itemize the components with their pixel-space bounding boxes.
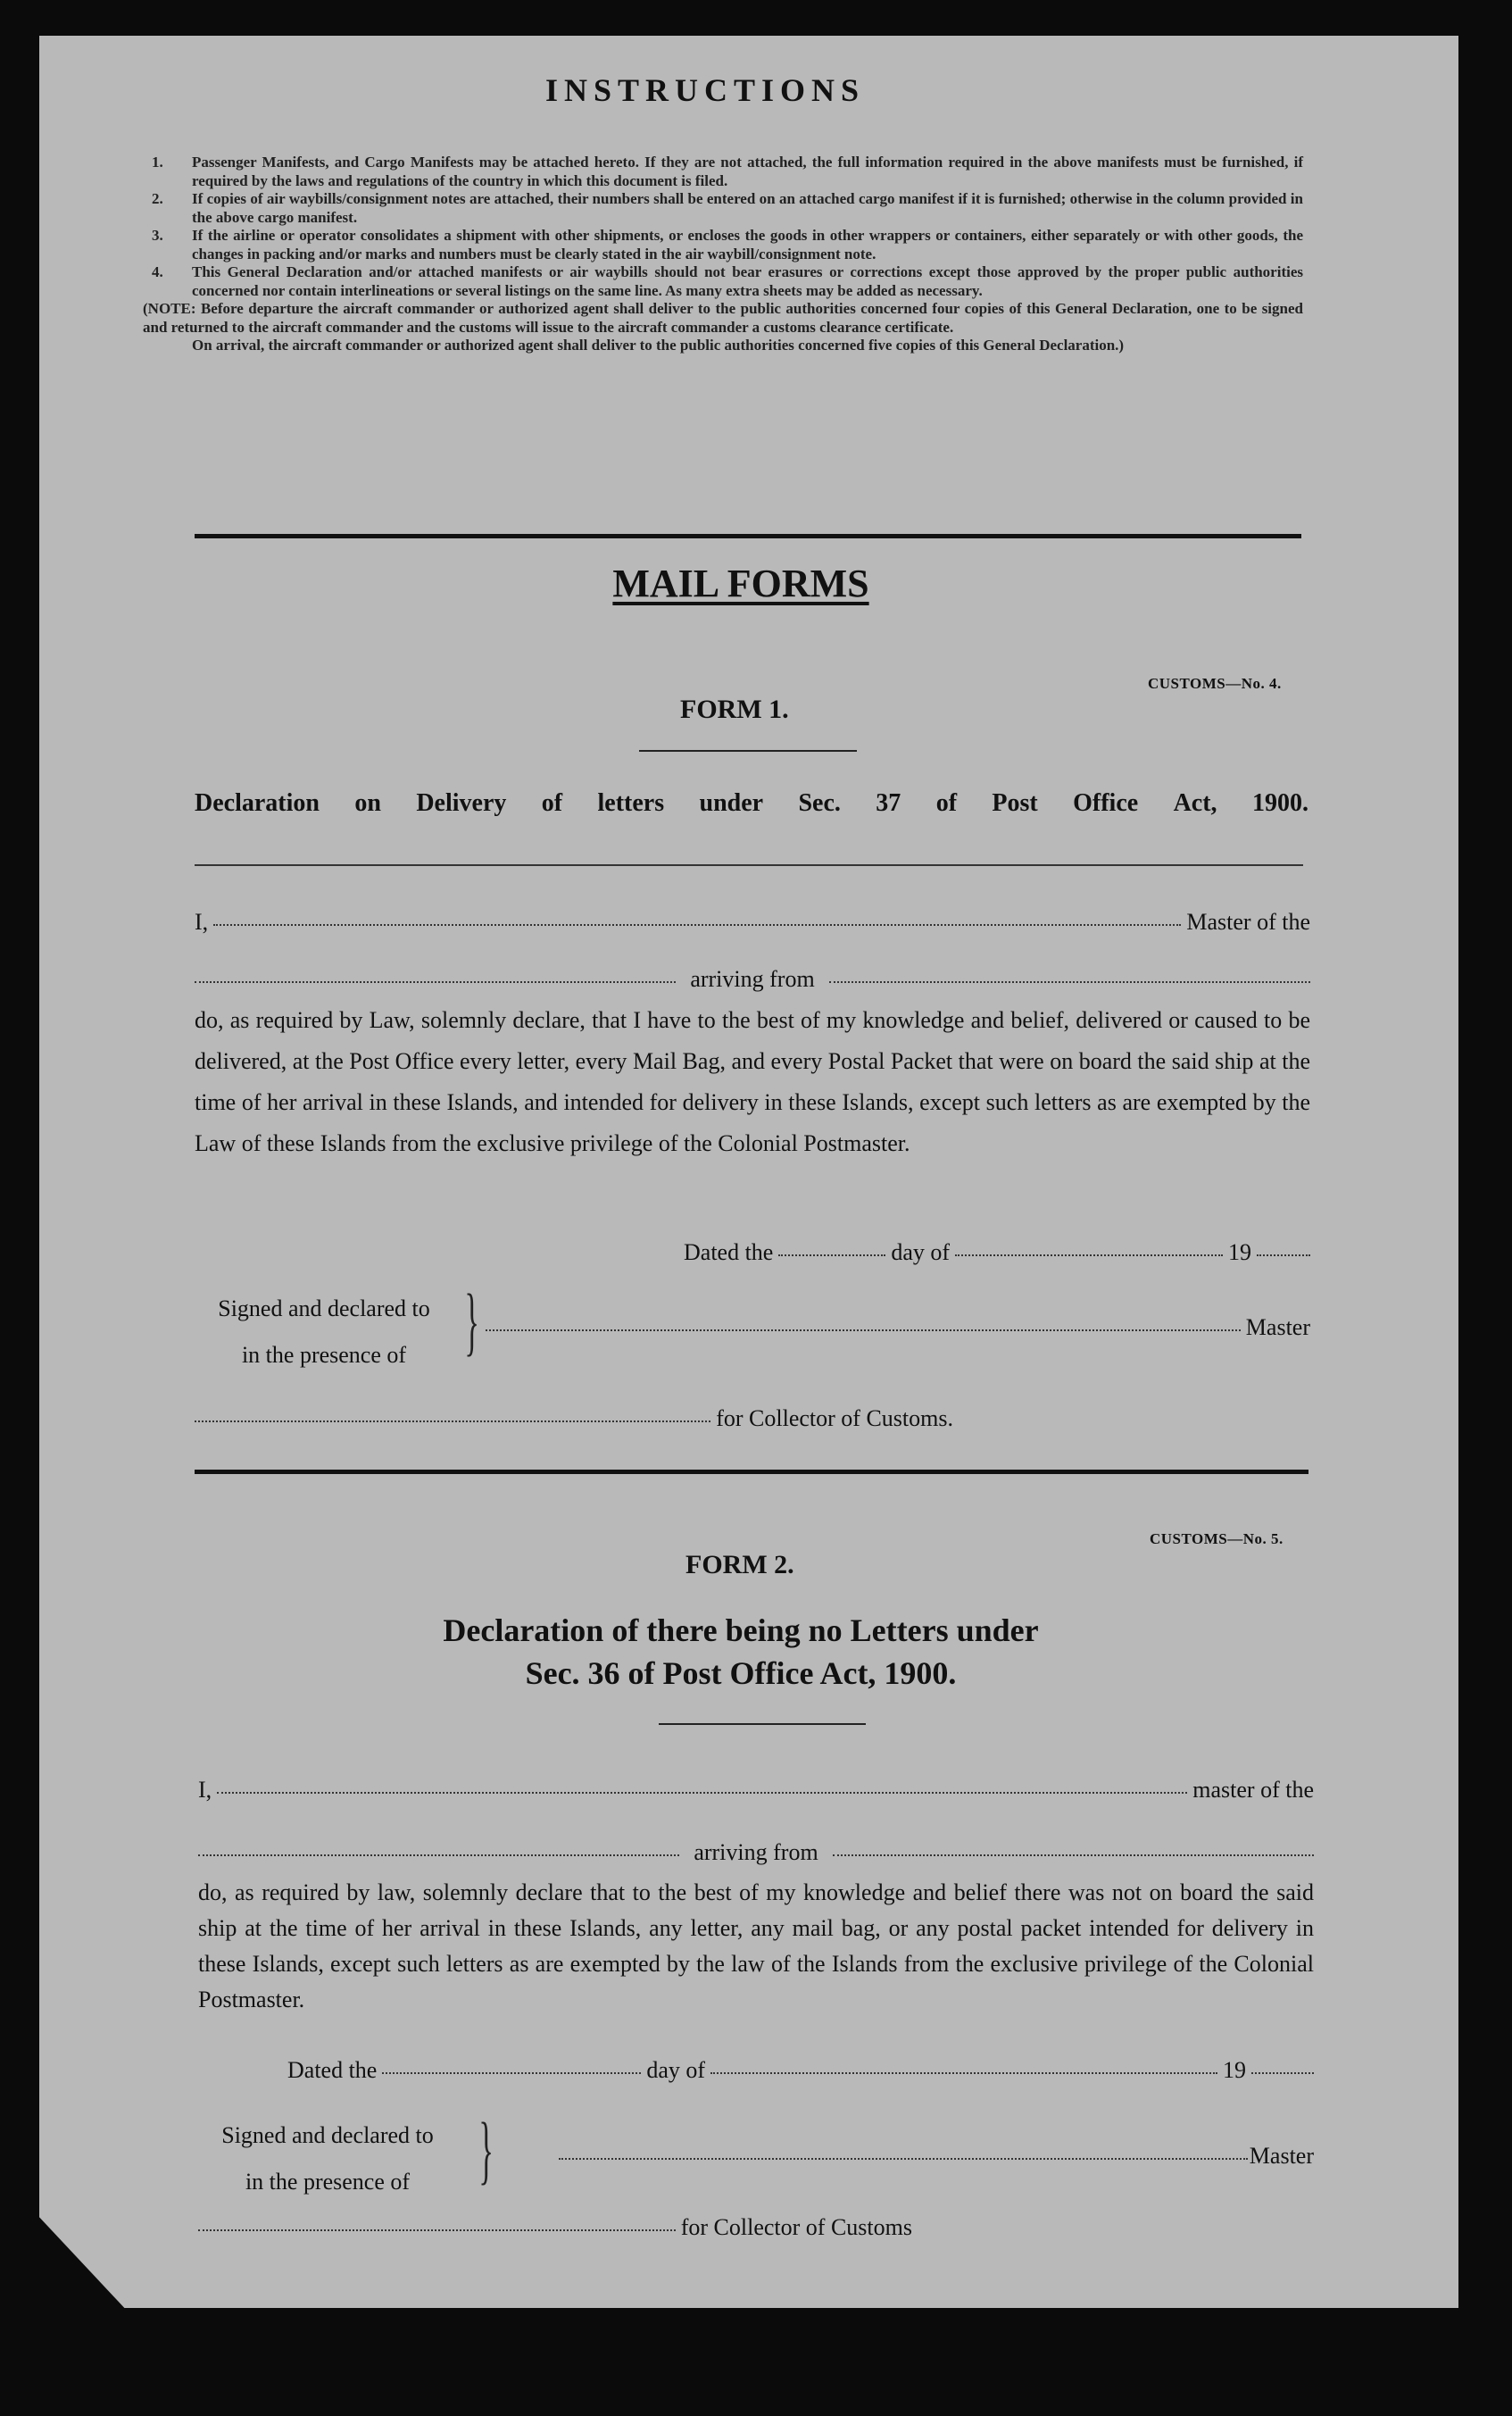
note-text-arrival: On arrival, the aircraft commander or authorized agent shall deliver to the public authorities concerned five copies of this General Declaration.) bbox=[192, 337, 1125, 354]
form1-declaration-heading bbox=[195, 789, 1308, 818]
month-field[interactable] bbox=[955, 1254, 1223, 1256]
form1-collector-line bbox=[195, 1405, 953, 1432]
signed-line-1: Signed and declared to bbox=[218, 1295, 430, 1321]
heading-word: 1900. bbox=[1251, 789, 1308, 817]
brace-icon: } bbox=[478, 2106, 494, 2192]
mail-forms-title: MAIL FORMS bbox=[612, 562, 869, 605]
collector-label: for Collector of Customs. bbox=[716, 1405, 953, 1431]
year-field[interactable] bbox=[1251, 2071, 1314, 2074]
form1-customs-number: CUSTOMS—No. 4. bbox=[1148, 675, 1282, 692]
heading-word: Sec. bbox=[798, 789, 841, 817]
form1-arriving-line bbox=[195, 966, 1310, 993]
form1-signed-label bbox=[195, 1286, 453, 1379]
master-label: Master bbox=[1245, 1314, 1310, 1340]
signed-line-2: in the presence of bbox=[245, 2169, 411, 2195]
form2-heading-line-2: Sec. 36 of Post Office Act, 1900. bbox=[525, 1655, 957, 1691]
line-suffix: Master of the bbox=[1186, 909, 1310, 935]
form2-collector-line bbox=[198, 2214, 912, 2241]
heading-word: letters bbox=[597, 789, 665, 817]
heading-word: on bbox=[354, 789, 381, 817]
dated-label: Dated the bbox=[287, 2057, 378, 2083]
date-field[interactable] bbox=[382, 2071, 641, 2074]
ship-name-field[interactable] bbox=[198, 1854, 679, 1856]
master-name-field[interactable] bbox=[217, 1791, 1187, 1794]
form2-master-signature-line bbox=[559, 2143, 1314, 2170]
collector-signature-field[interactable] bbox=[195, 1420, 710, 1422]
form2-title: FORM 2. bbox=[685, 1550, 794, 1579]
line-suffix: master of the bbox=[1192, 1777, 1314, 1803]
form1-dated-line bbox=[684, 1239, 1310, 1266]
form2-dated-line bbox=[287, 2057, 1314, 2084]
heading-word: of bbox=[935, 789, 958, 817]
instruction-number: 1. bbox=[152, 154, 163, 171]
signature-field[interactable] bbox=[486, 1329, 1241, 1331]
year-label: 19 bbox=[1223, 2057, 1246, 2083]
form1-master-signature-line bbox=[486, 1314, 1310, 1341]
origin-field[interactable] bbox=[833, 1854, 1314, 1856]
signed-line-2: in the presence of bbox=[241, 1342, 407, 1368]
line-prefix: I, bbox=[198, 1777, 212, 1803]
form1-body-text: do, as required by Law, solemnly declare, that I have to the best of my knowledge and belief, delivered or caused to be delivered, at the Post Office every letter, every Mail Bag, and every Postal Packet that were on board the said ship at the time of her arrival in these Islands, and intended for delivery in these Islands, except such letters as are exempted by the Law of these Islands from the exclusive privilege of the Colonial Postmaster. bbox=[195, 1007, 1310, 1156]
year-label: 19 bbox=[1228, 1239, 1251, 1265]
master-label: Master bbox=[1249, 2143, 1314, 2169]
collector-label: for Collector of Customs bbox=[680, 2214, 912, 2240]
heading-word: Declaration bbox=[195, 789, 320, 817]
instructions-list bbox=[143, 154, 1303, 355]
heading-word: Delivery bbox=[416, 789, 507, 817]
instruction-item-3 bbox=[152, 227, 1303, 263]
form2-customs-number: CUSTOMS—No. 5. bbox=[1150, 1530, 1284, 1547]
heading-word: Post bbox=[992, 789, 1038, 817]
form2-heading-line-1: Declaration of there being no Letters under bbox=[443, 1612, 1039, 1648]
brace-icon: } bbox=[464, 1278, 479, 1363]
instruction-text: If the airline or operator consolidates a shipment with other shipments, or encloses the goods in other wrappers or containers, either separately or with other goods, the changes in packing and/or marks and numbers must be clearly stated in the air waybill/consignment note. bbox=[192, 227, 1303, 262]
heading-word: Office bbox=[1073, 789, 1139, 817]
instruction-number: 4. bbox=[152, 263, 163, 280]
form2-body-text: do, as required by law, solemnly declare that to the best of my knowledge and belief there was not on board the said ship at the time of her arrival in these Islands, any letter, any mail bag, or any postal packet intended for delivery in these Islands, except such letters as are exempted by the law of the Islands from the exclusive privilege of the Colonial Postmaster. bbox=[198, 1879, 1314, 2012]
heading-word: under bbox=[699, 789, 764, 817]
note-text-departure: (NOTE: Before departure the aircraft commander or authorized agent shall deliver to the public authorities concerned four copies of this General Declaration, one to be signed and returned to the aircraft commander and the customs will issue to the aircraft commander a customs clearance certificate. bbox=[143, 300, 1303, 336]
month-field[interactable] bbox=[710, 2071, 1217, 2074]
line-prefix: I, bbox=[195, 909, 209, 935]
instruction-text: Passenger Manifests, and Cargo Manifests may be attached hereto. If they are not attached, the full information required in the above manifests must be furnished, if required by the laws and regulations of the country in which this document is filed. bbox=[192, 154, 1303, 189]
form2-master-line bbox=[198, 1777, 1314, 1804]
form1-title-rule bbox=[639, 750, 857, 752]
dated-label: Dated the bbox=[684, 1239, 774, 1265]
instruction-item-2 bbox=[152, 190, 1303, 227]
form2-declaration-heading bbox=[0, 1609, 1482, 1695]
instruction-item-1 bbox=[152, 154, 1303, 190]
section-divider bbox=[195, 534, 1301, 538]
ship-name-field[interactable] bbox=[195, 980, 676, 983]
year-field[interactable] bbox=[1257, 1254, 1310, 1256]
collector-signature-field[interactable] bbox=[198, 2229, 676, 2231]
form-divider bbox=[195, 1470, 1308, 1474]
instruction-number: 3. bbox=[152, 227, 163, 244]
signed-line-1: Signed and declared to bbox=[221, 2122, 434, 2148]
instruction-text: If copies of air waybills/consignment notes are attached, their numbers shall be entered on an attached cargo manifest if it is furnished; otherwise in the column provided in the above cargo manifest. bbox=[192, 190, 1303, 226]
form2-title-rule bbox=[659, 1723, 866, 1725]
day-of-label: day of bbox=[891, 1239, 951, 1265]
arriving-from-label: arriving from bbox=[690, 966, 815, 992]
signature-field[interactable] bbox=[559, 2157, 1248, 2160]
form2-signed-label bbox=[198, 2112, 457, 2205]
instruction-note bbox=[143, 300, 1303, 337]
arriving-from-label: arriving from bbox=[694, 1839, 818, 1865]
instruction-text: This General Declaration and/or attached manifests or air waybills should not bear erasures or corrections except those approved by the proper public authorities concerned nor contain interlineations or several listings on the same line. As many extra sheets may be added as necessary. bbox=[192, 263, 1303, 299]
form1-master-line bbox=[195, 909, 1310, 936]
heading-word: 37 bbox=[876, 789, 901, 817]
instruction-item-4 bbox=[152, 263, 1303, 300]
heading-word: Act, bbox=[1173, 789, 1217, 817]
instructions-title: INSTRUCTIONS bbox=[544, 72, 866, 108]
origin-field[interactable] bbox=[829, 980, 1310, 983]
instruction-number: 2. bbox=[152, 190, 163, 207]
form2-arriving-line bbox=[198, 1839, 1314, 1866]
heading-word: of bbox=[541, 789, 563, 817]
form1-title: FORM 1. bbox=[680, 695, 789, 724]
form1-heading-rule bbox=[195, 864, 1303, 866]
master-name-field[interactable] bbox=[213, 923, 1181, 926]
day-of-label: day of bbox=[646, 2057, 706, 2083]
instruction-note-arrival bbox=[152, 337, 1303, 355]
date-field[interactable] bbox=[778, 1254, 885, 1256]
